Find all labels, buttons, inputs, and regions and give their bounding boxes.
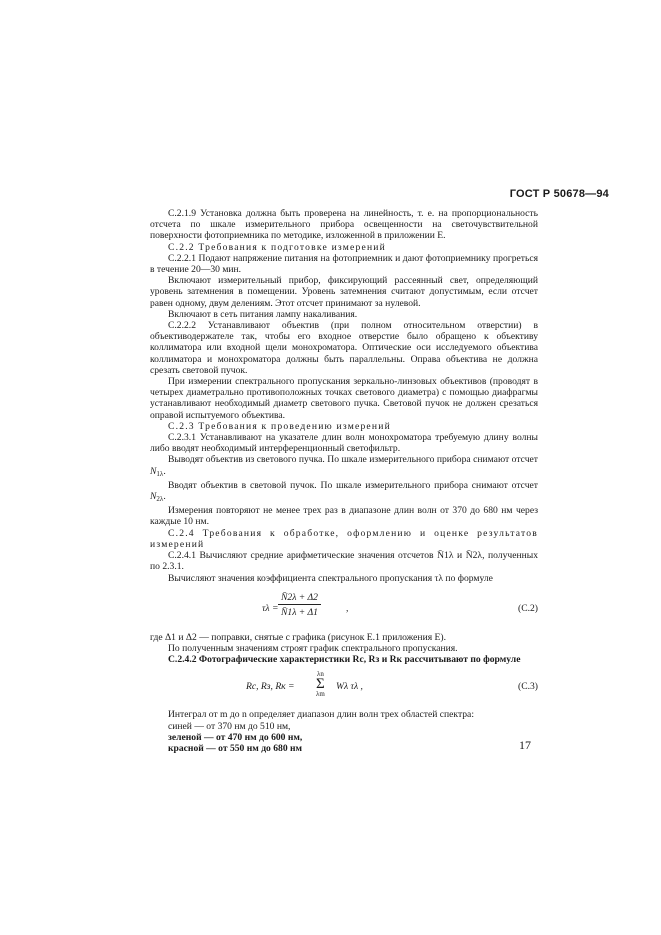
paragraph-c231: С.2.3.1 Устанавливают на указателе длин волн монохроматора требуемую длину волны либо вводят необходимый интерференционный светофильтр. (150, 432, 538, 455)
paragraph-c231c: Вводят объектив в световой пучок. По шкале измерительного прибора снимают отсчет $N_{2\lambda}$. (150, 479, 538, 504)
heading-c22: С.2.2 Требования к подготовке измерений (168, 241, 386, 253)
symbol-n1-sub: 1λ (156, 469, 164, 478)
paragraph-c222b: При измерении спектрального пропускания зеркально-линзовых объективов (проводят в четырех диаметрально противоположных точках светового диаметра) с помощью диафрагмы устанавливают необходимый диаметр светового пучка. Световой пучок не должен срезаться оправой испытуемого объектива. (150, 376, 538, 421)
page-number: 17 (519, 738, 531, 752)
formula-c3-label: (С.3) (518, 681, 538, 693)
paragraph-integral: Интеграл от m до n определяет диапазон длин волн трех областей спектра: (168, 709, 474, 721)
paragraph-c241: С.2.4.1 Вычисляют средние арифметические значения отсчетов N̄1λ и N̄2λ, полученных по 2.3.1. (150, 550, 538, 573)
formula-c3-sum (316, 669, 325, 699)
formula-c2-lhs: τλ = (262, 602, 279, 614)
paragraph-c221: С.2.2.1 Подают напряжение питания на фотоприемник и дают фотоприемнику прогреться в течение 20—30 мин. (150, 252, 538, 276)
paragraph-c231c-text: Вводят объектив в световой пучок. По шкале измерительного прибора снимают отсчет (168, 479, 538, 491)
formula-c2-label: (С.2) (518, 602, 538, 614)
paragraph-c231d: Измерения повторяют не менее трех раз в диапазоне длин волн от 370 до 680 нм через каждые 10 нм. (150, 505, 538, 528)
formula-c2-denominator: N̄1λ + Δ1 (281, 606, 318, 618)
paragraph-c231b-text: Выводят объектив из светового пучка. По шкале измерительного прибора снимают отсчет (168, 454, 538, 466)
paragraph-c241c: По полученным значениям строят график спектрального пропускания. (168, 642, 458, 654)
spectrum-blue: синей — от 370 нм до 510 нм, (168, 720, 291, 732)
formula-c2-fraction (278, 592, 321, 618)
paragraph-c219: С.2.1.9 Установка должна быть проверена на линейность, т. е. на пропорциональность отсчета по шкале измерительного прибора освещенности на светочувствительной поверхности фотоприемника по методике, изложенной в приложении Е. (150, 208, 538, 242)
formula-c3-rhs: Wλ τλ , (336, 681, 363, 693)
formula-c2-comma: , (346, 602, 349, 614)
formula-c2-numerator: N̄2λ + Δ2 (278, 592, 321, 605)
spectrum-green: зеленой — от 470 нм до 600 нм, (168, 731, 303, 743)
paragraph-c241b: Вычисляют значения коэффициента спектрального пропускания τλ по формуле (168, 572, 493, 584)
symbol-n1: N (150, 465, 157, 477)
symbol-n2: N (150, 491, 157, 503)
document-body (150, 208, 538, 754)
paragraph-c231b: Выводят объектив из светового пучка. По шкале измерительного прибора снимают отсчет $N_{1\lambda}$. (150, 454, 538, 478)
paragraph-where: где Δ1 и Δ2 — поправки, снятые с графика (рисунок Е.1 приложения Е). (150, 631, 446, 643)
symbol-n2-sub: 2λ (156, 495, 164, 504)
paragraph-c221b: Включают измерительный прибор, фиксирующий рассеянный свет, определяющий уровень затемнения в помещении. Уровень затемнения считают допустимым, если отсчет равен одному, двум делениям. Этот отсчет принимают за нулевой. (150, 275, 538, 309)
formula-c3-sigma: Σ (316, 676, 325, 693)
formula-c3 (150, 669, 538, 705)
paragraph-c242: С.2.4.2 Фотографические характеристики Rс, Rз и Rк рассчитывают по формуле (168, 654, 521, 666)
formula-c3-upper: λn (316, 670, 324, 679)
heading-c24: С.2.4 Требования к обработке, оформлению и оценке результатов измерений (150, 527, 538, 550)
formula-c3-lower: λm (316, 690, 325, 699)
paragraph-c222: С.2.2.2 Устанавливают объектив (при полном относительном отверстии) в объективодержателе так, чтобы его входное отверстие было обращено к объективу коллиматора или входной щели монохроматора. Оптические оси исследуемого объектива коллиматора и монохроматора должны быть параллельны. Оправа объектива не должна срезать световой пучок. (150, 320, 538, 376)
formula-c3-lhs: Rс, Rз, Rк = (246, 681, 295, 693)
document-header: ГОСТ Р 50678—94 (509, 188, 609, 200)
heading-c23: С.2.3 Требования к проведению измерений (168, 420, 391, 432)
spectrum-red: красной — от 550 нм до 680 нм (168, 742, 303, 754)
paragraph-c221c: Включают в сеть питания лампу накаливания. (168, 308, 358, 320)
formula-c2 (150, 590, 538, 628)
